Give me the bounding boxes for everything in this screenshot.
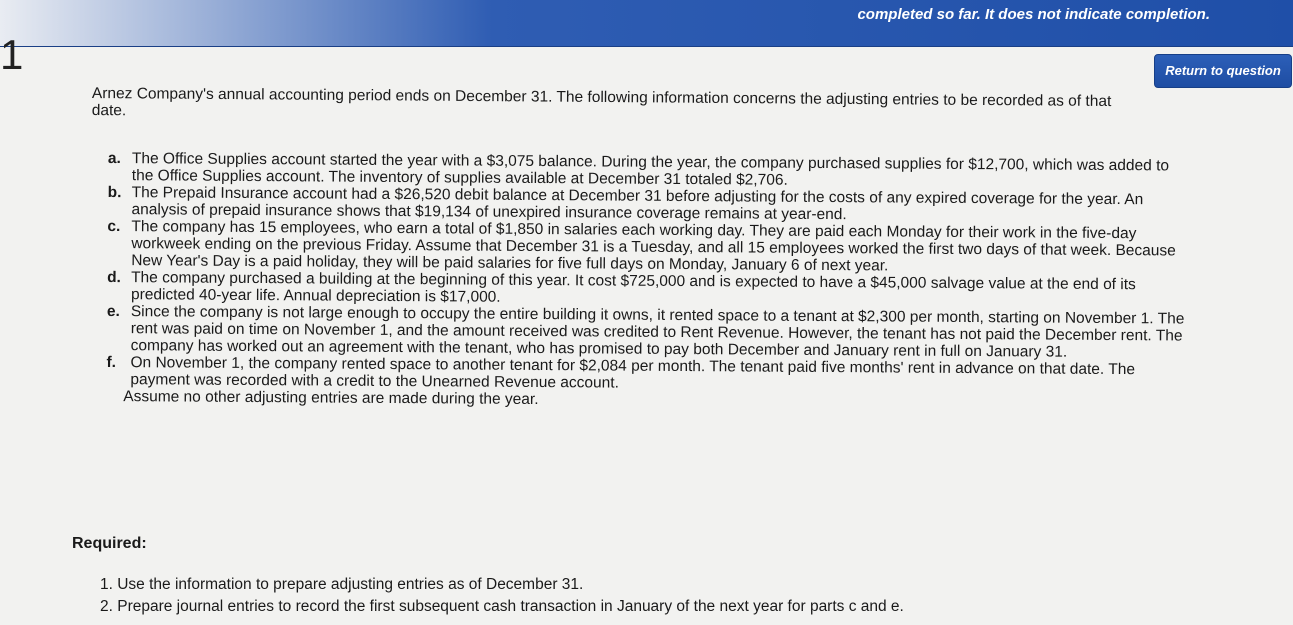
item-letter: e. bbox=[106, 302, 120, 321]
item-letter: f. bbox=[106, 353, 117, 372]
item-text: The company purchased a building at the beginning of this year. It cost $725,000 and is expected to have a $45,000 salvage value at the end of its predicted 40-year life. Annual depreciation is $17,000. bbox=[130, 269, 1136, 306]
required-list bbox=[100, 574, 1100, 618]
adjustment-item-c bbox=[107, 218, 1187, 277]
adjustment-items-list bbox=[106, 150, 1188, 413]
item-text: The Office Supplies account started the year with a $3,075 balance. During the year, the company purchased supplies for $12,700, which was added to the Office Supplies account. The inventory of supplies available at December 31 totaled $2,706. bbox=[131, 150, 1170, 189]
question-intro: Arnez Company's annual accounting period ends on December 31. The following information concerns the adjusting entries to be recorded as of that date. bbox=[91, 85, 1112, 120]
return-to-question-button[interactable]: Return to question bbox=[1154, 54, 1292, 88]
adjustment-item-e bbox=[107, 303, 1187, 362]
required-item-1: 1. Use the information to prepare adjusting entries as of December 31. bbox=[100, 576, 584, 593]
required-item-2: 2. Prepare journal entries to record the first subsequent cash transaction in January of the next year for parts c and e. bbox=[100, 598, 904, 615]
item-letter: a. bbox=[107, 150, 121, 168]
completion-note: completed so far. It does not indicate completion. bbox=[857, 6, 1210, 23]
item-text: On November 1, the company rented space to another tenant for $2,084 per month. The tenant paid five months' rent in advance on that date. The payment was recorded with a credit to the Unearned Revenue account. bbox=[130, 354, 1136, 392]
question-number: 1 bbox=[0, 31, 24, 78]
required-heading: Required: bbox=[72, 535, 147, 552]
item-letter: b. bbox=[107, 183, 122, 202]
item-text: The company has 15 employees, who earn a total of $1,850 in salaries each working day. They are paid each Monday for their work in the five-day workweek ending on the previous Friday. Assume that December 31 is a Tuesday, and all 15 employees worked the first two days of that week. Because New Year's Day is a paid holiday, they will be paid salaries for five full days on Monday, January 6 of next year. bbox=[131, 218, 1176, 275]
assume-note: Assume no other adjusting entries are made during the year. bbox=[123, 388, 539, 409]
item-text: Since the company is not large enough to occupy the entire building it owns, it rented space to a tenant at $2,300 per month, starting on November 1. The rent was paid on time on November 1, and the amount received was credited to Rent Revenue. However, the tenant has not paid the December rent. The company has worked out an agreement with the tenant, who has promised to pay both December and January rent in full on January 31. bbox=[130, 303, 1185, 361]
item-letter: d. bbox=[107, 268, 121, 287]
item-letter: c. bbox=[107, 217, 121, 236]
item-text: The Prepaid Insurance account had a $26,520 debit balance at December 31 before adjusting for the costs of any expired coverage for the year. An analysis of prepaid insurance shows that $19,134 of unexpired insurance coverage remains at year-end. bbox=[131, 184, 1144, 224]
